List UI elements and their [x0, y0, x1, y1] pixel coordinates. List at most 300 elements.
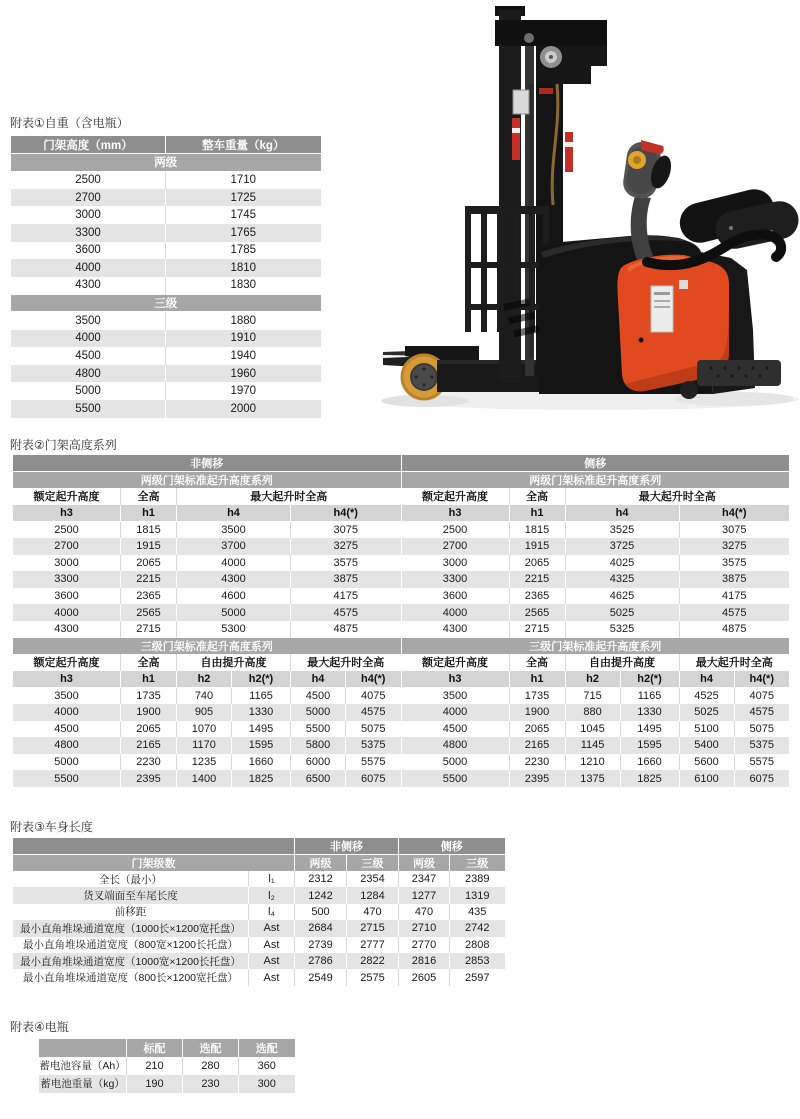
table-cell: 2739	[295, 937, 347, 953]
table-cell: 1815	[121, 521, 177, 538]
battery-table	[38, 1038, 295, 1093]
table-cell: 2000	[166, 400, 321, 418]
table-row	[11, 400, 321, 418]
table-cell: 5300	[177, 621, 291, 638]
table-cell: 3875	[679, 571, 789, 588]
table-cell: 1277	[399, 887, 450, 903]
column-header: 选配	[183, 1039, 239, 1057]
column-header: 选配	[239, 1039, 295, 1057]
table-row	[11, 224, 321, 242]
table-row	[13, 737, 401, 754]
table-cell: 3075	[679, 521, 789, 538]
table-row	[39, 1075, 295, 1093]
column-header: 全高	[509, 488, 565, 505]
table-cell: 1735	[509, 687, 565, 704]
table-cell: 1900	[509, 704, 565, 721]
table-cell: 2215	[121, 571, 177, 588]
table-cell: 3075	[291, 521, 401, 538]
table-cell: 2710	[399, 920, 450, 936]
symbol-header: h4	[679, 671, 734, 688]
table-row	[13, 687, 401, 704]
table-cell: 5375	[346, 737, 401, 754]
table-cell: 230	[183, 1075, 239, 1093]
table-cell: 4800	[401, 737, 509, 754]
table-cell: 1940	[166, 347, 321, 365]
table-cell: 2777	[347, 937, 399, 953]
symbol-header: h4(*)	[291, 505, 401, 522]
table-cell: 2742	[450, 920, 505, 936]
table-cell: 1710	[166, 171, 321, 189]
table-cell: 6500	[291, 770, 346, 787]
table-cell: Ast	[249, 969, 295, 985]
table-cell: 5025	[565, 604, 679, 621]
table-row	[11, 242, 321, 260]
table-row	[13, 604, 401, 621]
table-cell: 1960	[166, 365, 321, 383]
column-header: 标配	[127, 1039, 183, 1057]
table-row	[11, 259, 321, 277]
foot-platform	[697, 360, 781, 386]
table-cell: 4325	[565, 571, 679, 588]
table-cell: 435	[450, 904, 505, 920]
table-row	[13, 588, 401, 605]
table-row	[401, 571, 789, 588]
table-row	[401, 621, 789, 638]
table-cell: 1045	[565, 721, 620, 738]
table-cell: 3000	[75, 209, 101, 222]
table-row	[13, 521, 401, 538]
table-cell: 2605	[399, 969, 450, 985]
table-row	[401, 521, 789, 538]
table-cell: 2565	[509, 604, 565, 621]
table-cell: 2700	[11, 189, 166, 207]
table-cell: 5000	[291, 704, 346, 721]
table-cell: 4000	[401, 704, 509, 721]
table-cell: 蓄电池容量（Ah）	[39, 1060, 126, 1072]
column-header: 全高	[121, 654, 177, 671]
table-cell: 500	[295, 904, 347, 920]
table-cell: 4575	[346, 704, 401, 721]
table-cell: 2700	[401, 538, 509, 555]
table-cell: 3575	[679, 555, 789, 572]
mast-table-title: 附表②门架高度系列	[10, 438, 117, 452]
spacer-cell	[13, 838, 295, 855]
table-cell: 4300	[54, 622, 79, 635]
table-cell: 最小直角堆垛通道宽度（1000长×1200宽托盘）	[13, 920, 249, 936]
table-cell: 210	[127, 1057, 183, 1075]
table-cell: 4175	[679, 588, 789, 605]
table-cell: 3600	[75, 244, 101, 257]
table-row	[13, 969, 505, 985]
table-cell: 2347	[399, 871, 450, 887]
column-header: 全高	[509, 654, 565, 671]
symbol-header: h4	[291, 671, 346, 688]
table-row	[11, 382, 321, 400]
table-cell: 5600	[679, 754, 734, 771]
table-cell: 1915	[121, 538, 177, 555]
table-cell: 6000	[291, 754, 346, 771]
table-cell: 4800	[11, 365, 166, 383]
table-cell: 905	[177, 704, 232, 721]
table-cell: 1284	[347, 887, 399, 903]
table-row	[401, 704, 789, 721]
table-cell: 4800	[13, 737, 121, 754]
table-cell: 3300	[401, 571, 509, 588]
column-header: 全高	[121, 488, 177, 505]
table-cell: 3500	[75, 314, 101, 327]
table-cell: 5000	[177, 604, 291, 621]
table-cell: 4575	[734, 704, 789, 721]
mast-table-non-sideshift	[12, 455, 401, 787]
table-row	[13, 538, 401, 555]
table-cell: 最小直角堆垛通道宽度（1000宽×1200长托盘）	[13, 953, 249, 969]
table-cell: 2715	[347, 920, 399, 936]
table-row	[401, 604, 789, 621]
table-cell: 全长（最小）	[99, 873, 162, 886]
table-cell: 3875	[291, 571, 401, 588]
table-cell: 2395	[509, 770, 565, 787]
table-row	[13, 621, 401, 638]
table-cell: 1375	[565, 770, 620, 787]
table-row	[13, 704, 401, 721]
table-cell: 1070	[177, 721, 232, 738]
table-header-row	[11, 136, 321, 154]
table-cell: 5325	[565, 621, 679, 638]
table-cell: 5500	[13, 770, 121, 787]
table-cell: 1495	[232, 721, 291, 738]
table-cell: 4575	[291, 604, 401, 621]
symbol-header: h3	[401, 505, 509, 522]
table-cell: 1830	[166, 277, 321, 295]
table-cell: 4000	[13, 604, 121, 621]
table-cell: 3725	[565, 538, 679, 555]
pulley-small	[524, 33, 534, 43]
column-header: 自由提升高度	[565, 654, 679, 671]
series-header: 两级门架标准起升高度系列	[13, 472, 401, 489]
table-cell: 1825	[620, 770, 679, 787]
table-row	[13, 920, 505, 936]
section-row	[11, 154, 321, 172]
table-cell: 2165	[121, 737, 177, 754]
symbol-header: h2(*)	[620, 671, 679, 688]
table-cell: 2786	[295, 953, 347, 969]
table-cell: 3500	[442, 689, 468, 702]
table-cell: 4300	[442, 622, 468, 635]
table-cell: 1900	[121, 704, 177, 721]
table-cell: 1910	[166, 330, 321, 348]
table-cell: 2853	[450, 953, 505, 969]
table-cell: 5000	[442, 755, 468, 768]
column-header: 额定起升高度	[13, 654, 121, 671]
table-cell: 2065	[121, 555, 177, 572]
table-cell: 5075	[734, 721, 789, 738]
table-cell: 300	[239, 1075, 295, 1093]
table-cell: 1595	[620, 737, 679, 754]
table-row	[401, 754, 789, 771]
table-cell: 4000	[11, 330, 166, 348]
table-cell: 3600	[442, 590, 468, 603]
table-cell: l₂	[249, 887, 295, 903]
column-header: 两级	[295, 855, 347, 872]
table-cell: 1815	[509, 521, 565, 538]
table-cell: 1725	[166, 189, 321, 207]
table-cell: 280	[183, 1057, 239, 1075]
table-cell: l₄	[249, 904, 295, 920]
table-cell: 5500	[11, 400, 166, 418]
column-header: 额定起升高度	[401, 654, 509, 671]
table-cell: 1735	[121, 687, 177, 704]
spacer-cell	[39, 1039, 127, 1057]
table-cell: 2500	[75, 174, 101, 187]
table-cell: 货叉端面至车尾长度	[13, 887, 249, 903]
table-cell: 3275	[291, 538, 401, 555]
column-header: 自由提升高度	[177, 654, 291, 671]
table-cell: 4875	[679, 621, 789, 638]
table-cell: 2395	[121, 770, 177, 787]
table-cell: 2715	[509, 621, 565, 638]
table-cell: 2684	[295, 920, 347, 936]
table-row	[39, 1057, 295, 1075]
group-header: 非侧移	[13, 455, 401, 472]
table-cell: 3000	[54, 556, 79, 569]
table-cell: 6100	[679, 770, 734, 787]
table-cell: 2770	[399, 937, 450, 953]
table-cell: 880	[565, 704, 620, 721]
table-cell: 1810	[166, 259, 321, 277]
table-cell: 1170	[177, 737, 232, 754]
table-cell: 2389	[450, 871, 505, 887]
table-row	[13, 937, 505, 953]
table-cell: 2065	[121, 721, 177, 738]
column-header: 额定起升高度	[401, 488, 509, 505]
table-cell: 1765	[166, 224, 321, 242]
table-cell: 1330	[620, 704, 679, 721]
table-cell: 4625	[565, 588, 679, 605]
column-header: 门架高度（mm）	[11, 136, 166, 154]
group-header: 侧移	[401, 455, 789, 472]
symbol-header: h1	[121, 671, 177, 688]
table-cell: 3300	[11, 224, 166, 242]
table-cell: 前移距	[114, 906, 147, 919]
table-cell: 2575	[347, 969, 399, 985]
table-cell: 1165	[620, 687, 679, 704]
column-header: 最大起升时全高	[679, 654, 789, 671]
table-cell: 3500	[177, 521, 291, 538]
column-header: 整车重量（kg）	[166, 136, 321, 154]
weight-table	[10, 136, 321, 418]
table-row	[13, 887, 505, 903]
table-cell: 5500	[291, 721, 346, 738]
table-cell: 1915	[509, 538, 565, 555]
table-row	[13, 953, 505, 969]
table-cell: 2808	[450, 937, 505, 953]
table-row	[401, 721, 789, 738]
symbol-header: h3	[13, 505, 121, 522]
table-cell: 4300	[177, 571, 291, 588]
table-cell: 最小直角堆垛通道宽度（800宽×1200长托盘）	[22, 939, 238, 952]
table-cell: 2597	[450, 969, 505, 985]
table-row	[401, 538, 789, 555]
symbol-header: h4(*)	[679, 505, 789, 522]
table-cell: 4600	[177, 588, 291, 605]
pulley	[540, 46, 562, 68]
table-row	[13, 754, 401, 771]
battery-table-title: 附表④电瓶	[10, 1020, 69, 1034]
group-header: 非侧移	[295, 838, 399, 855]
table-cell: 4500	[442, 722, 468, 735]
series-header: 两级门架标准起升高度系列	[401, 472, 789, 489]
table-header-row	[13, 838, 505, 855]
table-cell: 4500	[54, 722, 79, 735]
table-cell: 2565	[121, 604, 177, 621]
table-cell: 2354	[347, 871, 399, 887]
section-label: 两级	[11, 154, 321, 172]
table-cell: 2700	[13, 538, 121, 555]
table-cell: 2230	[121, 754, 177, 771]
table-cell: 2065	[509, 721, 565, 738]
symbol-header: h3	[401, 671, 509, 688]
table-cell: 1145	[565, 737, 620, 754]
table-cell: 5575	[734, 754, 789, 771]
table-cell: 4500	[291, 687, 346, 704]
column-header: 两级	[399, 855, 450, 872]
table-cell: 5400	[679, 737, 734, 754]
table-header-row	[39, 1039, 295, 1057]
table-cell: 4000	[11, 259, 166, 277]
table-cell: 5375	[734, 737, 789, 754]
table-row	[11, 189, 321, 207]
table-cell: 5800	[291, 737, 346, 754]
table-row	[401, 737, 789, 754]
table-cell: 4000	[401, 604, 509, 621]
table-row	[401, 687, 789, 704]
table-cell: 470	[399, 904, 450, 920]
reach-truck-product-photo	[378, 0, 800, 420]
symbol-header: h4(*)	[734, 671, 789, 688]
table-row	[11, 330, 321, 348]
mast-table	[12, 455, 788, 787]
table-cell: 2500	[54, 523, 79, 536]
table-cell: 4875	[291, 621, 401, 638]
symbol-header: h4(*)	[346, 671, 401, 688]
table-cell: 740	[177, 687, 232, 704]
table-row	[11, 312, 321, 330]
table-row	[13, 721, 401, 738]
table-cell: 6075	[346, 770, 401, 787]
table-cell: 4575	[679, 604, 789, 621]
table-cell: 3575	[291, 555, 401, 572]
table-cell: 2165	[509, 737, 565, 754]
series-header: 三级门架标准起升高度系列	[13, 638, 401, 655]
table-cell: 5500	[401, 770, 509, 787]
table-cell: 3525	[565, 521, 679, 538]
body-length-table	[12, 838, 505, 986]
symbol-header: h2	[565, 671, 620, 688]
table-row	[13, 871, 505, 887]
table-cell: 2065	[509, 555, 565, 572]
table-row	[11, 171, 321, 189]
table-cell: 1785	[166, 242, 321, 260]
table-cell: 4500	[75, 349, 101, 362]
table-cell: 2816	[399, 953, 450, 969]
symbol-header: h4	[177, 505, 291, 522]
table-cell: l₁	[249, 871, 295, 887]
section-label: 三级	[11, 294, 321, 312]
table-cell: 1660	[232, 754, 291, 771]
table-cell: 蓄电池重量（kg）	[39, 1075, 127, 1093]
table-cell: 4000	[177, 555, 291, 572]
table-cell: 2312	[295, 871, 347, 887]
table-cell: 4025	[565, 555, 679, 572]
table-cell: Ast	[249, 953, 295, 969]
table-cell: 470	[347, 904, 399, 920]
table-row	[13, 770, 401, 787]
group-header: 侧移	[399, 838, 505, 855]
rear-caster-wheel	[680, 381, 698, 399]
column-header: 额定起升高度	[13, 488, 121, 505]
table-cell: 5100	[679, 721, 734, 738]
symbol-header: h1	[509, 505, 565, 522]
table-cell: Ast	[249, 937, 295, 953]
table-cell: 3700	[177, 538, 291, 555]
table-cell: 4175	[291, 588, 401, 605]
table-cell: 1495	[620, 721, 679, 738]
table-row	[13, 571, 401, 588]
table-cell: 1595	[232, 737, 291, 754]
column-header: 三级	[450, 855, 505, 872]
table-row	[11, 347, 321, 365]
table-cell: 5575	[346, 754, 401, 771]
table-cell: 190	[127, 1075, 183, 1093]
symbol-header: h4	[565, 505, 679, 522]
table-cell: 3275	[679, 538, 789, 555]
table-cell: 2549	[295, 969, 347, 985]
series-header: 三级门架标准起升高度系列	[401, 638, 789, 655]
column-header: 最大起升时全高	[177, 488, 401, 505]
table-cell: Ast	[249, 920, 295, 936]
table-cell: 4525	[679, 687, 734, 704]
table-cell: 1970	[166, 382, 321, 400]
table-cell: 3600	[54, 590, 79, 603]
section-row	[11, 294, 321, 312]
table-cell: 2365	[121, 588, 177, 605]
table-cell: 2715	[121, 621, 177, 638]
symbol-header: h2	[177, 671, 232, 688]
table-cell: 3500	[54, 689, 79, 702]
table-cell: 5075	[346, 721, 401, 738]
table-cell: 1210	[565, 754, 620, 771]
table-row	[11, 206, 321, 224]
table-cell: 1745	[166, 206, 321, 224]
table-cell: 3300	[13, 571, 121, 588]
table-row	[13, 904, 505, 920]
table-cell: 4300	[75, 279, 101, 292]
body-length-table-title: 附表③车身长度	[10, 820, 93, 834]
column-header: 三级	[347, 855, 399, 872]
mast-table-sideshift	[401, 455, 790, 787]
table-cell: 4075	[734, 687, 789, 704]
table-cell: 2215	[509, 571, 565, 588]
table-cell: 1825	[232, 770, 291, 787]
table-cell: 1235	[177, 754, 232, 771]
table-cell: 1319	[450, 887, 505, 903]
table-cell: 最小直角堆垛通道宽度（800长×1200宽托盘）	[22, 972, 238, 985]
table-row	[401, 770, 789, 787]
table-cell: 2500	[442, 523, 468, 536]
symbol-header: h2(*)	[232, 671, 291, 688]
symbol-header: h3	[13, 671, 121, 688]
column-header: 最大起升时全高	[565, 488, 789, 505]
